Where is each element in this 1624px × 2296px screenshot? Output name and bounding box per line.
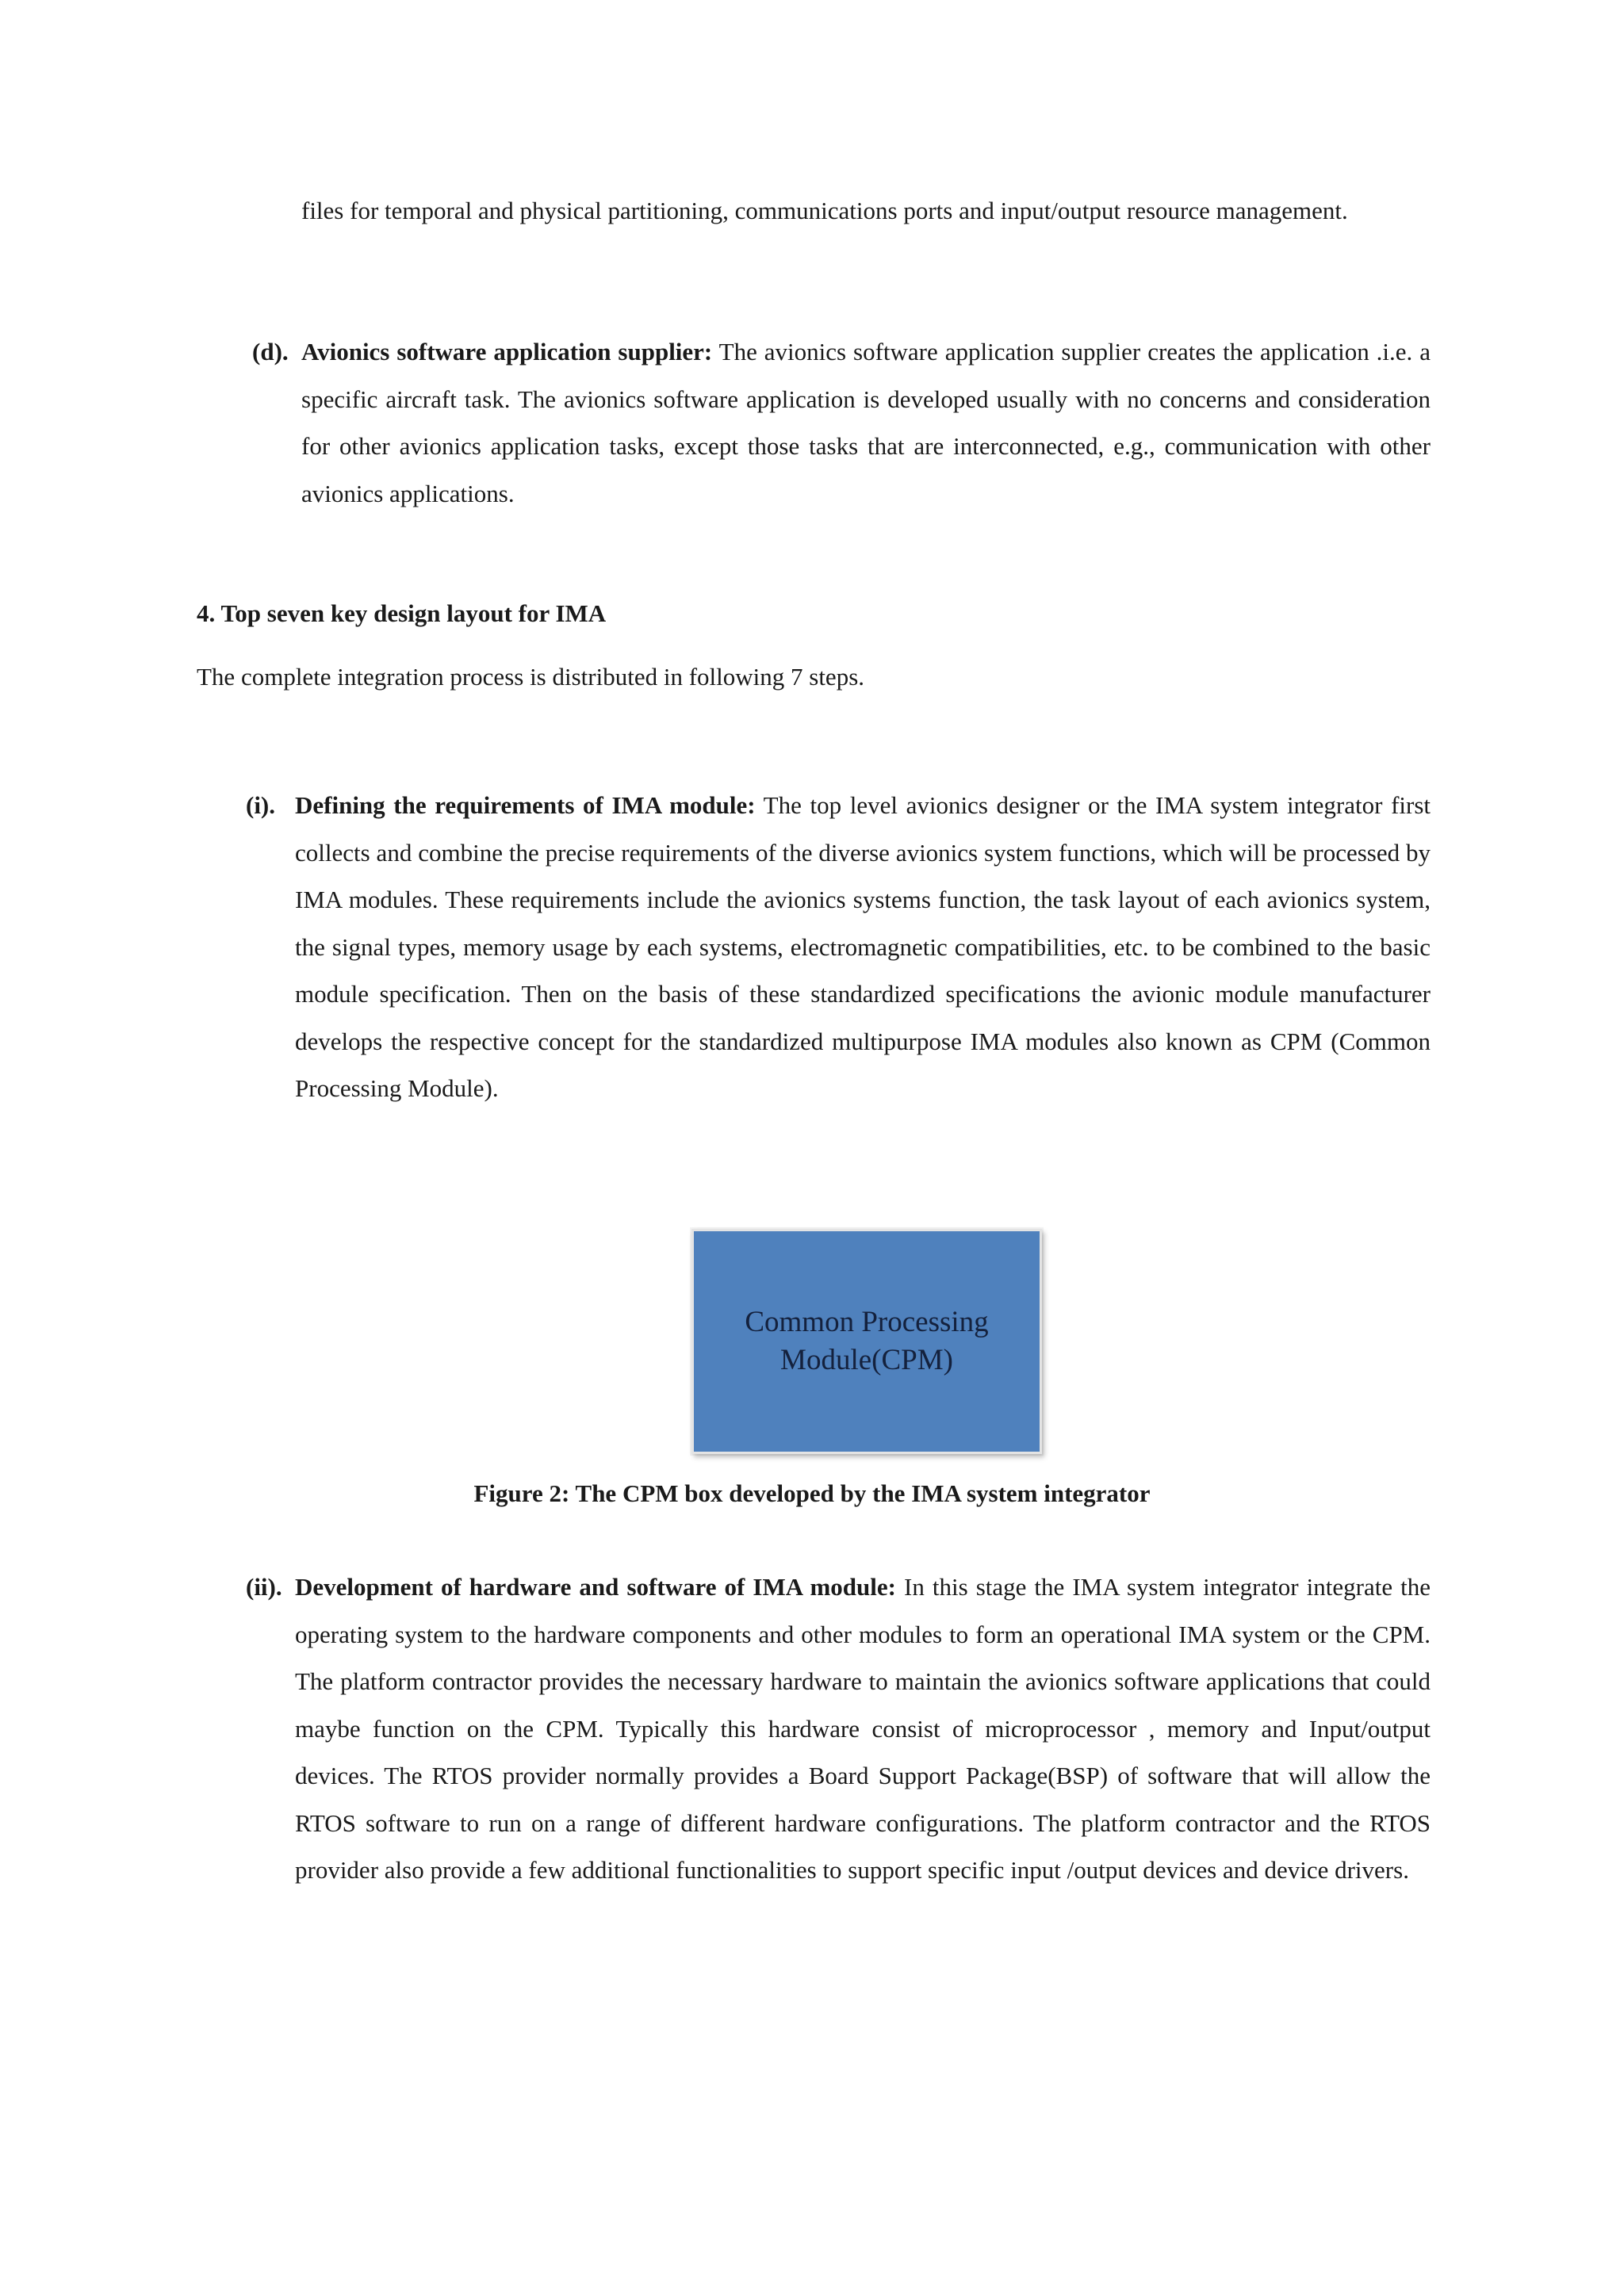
- step-i-paragraph: [295, 782, 1431, 1112]
- section-4-intro: The complete integration process is distributed in following 7 steps.: [197, 663, 865, 691]
- cpm-figure-box: [691, 1229, 1042, 1454]
- item-d-marker: (d).: [252, 338, 289, 365]
- step-ii-paragraph: [295, 1563, 1431, 1894]
- figure-2-caption: Figure 2: The CPM box developed by the IMA system integrator: [473, 1479, 1151, 1507]
- step-ii-text: In this stage the IMA system integrator integrate the operating system to the hardware components and other modules to form an operational IMA system or the CPM. The platform contractor provides the necessary hardware to maintain the avionics software applications that could maybe function on the CPM. Typically this hardware consist of microprocessor , memory and Input/output devices. The RTOS provider normally provides a Board Support Package(BSP) of software that will allow the RTOS software to run on a range of different hardware configurations. The platform contractor and the RTOS provider also provide a few additional functionalities to support specific input /output devices and device drivers.: [295, 1573, 1431, 1884]
- paragraph-c-continuation: [301, 187, 1431, 235]
- paragraph-c-text: files for temporal and physical partitioning, communications ports and input/output resource management.: [301, 197, 1348, 224]
- step-ii-marker: (ii).: [246, 1573, 282, 1601]
- step-i-marker: (i).: [246, 791, 276, 819]
- step-i-text: The top level avionics designer or the IMA system integrator first collects and combine the precise requirements of the diverse avionics system functions, which will be processed by IMA modules. These requirements include the avionics systems function, the task layout of each avionics system, the signal types, memory usage by each systems, electromagnetic compatibilities, etc. to be combined to the basic module specification. Then on the basis of these standardized specifications the avionic module manufacturer develops the respective concept for the standardized multipurpose IMA modules also known as CPM (Common Processing Module).: [295, 791, 1431, 1102]
- step-ii-term: Development of hardware and software of IMA module:: [295, 1573, 896, 1601]
- step-i-term: Defining the requirements of IMA module:: [295, 791, 756, 819]
- section-4-heading: 4. Top seven key design layout for IMA: [197, 599, 607, 627]
- item-d-term: Avionics software application supplier:: [301, 338, 713, 365]
- item-d-paragraph: [301, 328, 1431, 517]
- item-d-text: The avionics software application supplier creates the application .i.e. a specific aircraft task. The avionics software application is developed usually with no concerns and consideration for other avionics application tasks, except those tasks that are interconnected, e.g., communication with other avionics applications.: [301, 338, 1431, 507]
- cpm-figure-label: Common Processing Module(CPM): [745, 1306, 989, 1376]
